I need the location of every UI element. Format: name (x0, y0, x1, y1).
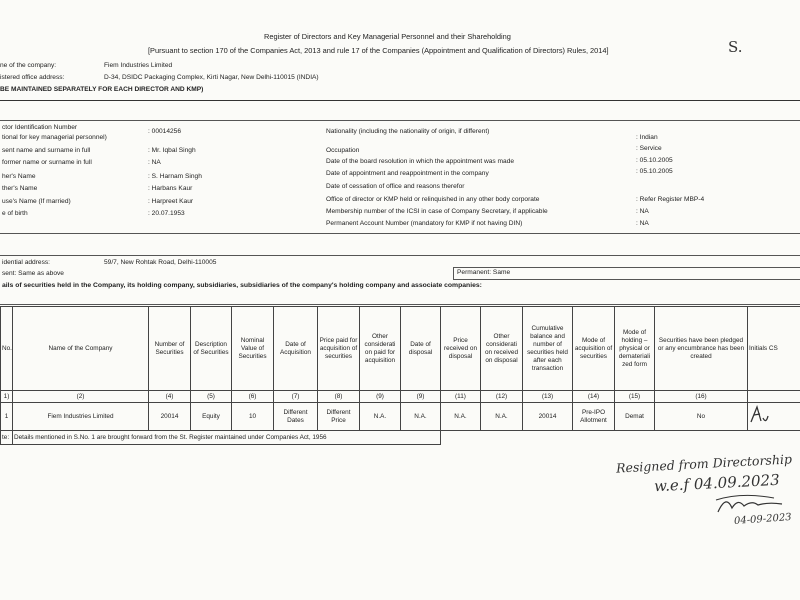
number-cell (748, 391, 800, 403)
row-cell: 10 (232, 403, 274, 431)
header-cell: Mode of holding – physical or demateriali zed form (615, 307, 655, 391)
note-row (1, 431, 800, 445)
maintain-notice: BE MAINTAINED SEPARATELY FOR EACH DIRECTOR AND KMP) (0, 86, 204, 93)
spouse-name-value: : Harpreet Kaur (148, 198, 194, 205)
mother-name-value: : Harbans Kaur (148, 185, 193, 192)
appointment-value: : 05.10.2005 (636, 168, 673, 175)
number-cell: (9) (401, 391, 441, 403)
row-cell: Pre-IPO Allotment (573, 403, 615, 431)
header-divider (0, 100, 800, 101)
row-cell: Different Price (318, 403, 360, 431)
row-cell: Demat (615, 403, 655, 431)
row-cell: N.A. (441, 403, 481, 431)
initials-signature (749, 404, 779, 426)
row-cell: 1 (1, 403, 13, 431)
former-name-value: : NA (148, 159, 161, 166)
header-cell: Number of Securities (149, 307, 191, 391)
other-office-value: : Refer Register MBP-4 (636, 196, 705, 203)
number-cell: (12) (481, 391, 523, 403)
permanent-address: Permanent: Same (457, 269, 511, 276)
note-empty (441, 431, 800, 445)
company-name: Fiem Industries Limited (104, 62, 173, 69)
number-cell: (13) (523, 391, 573, 403)
residential-label: idential address: (2, 259, 51, 266)
number-cell: (16) (655, 391, 748, 403)
icsi-value: : NA (636, 208, 649, 215)
din-value: : 00014256 (148, 128, 182, 135)
pan-label: Permanent Account Number (mandatory for KMP if not having DIN) (326, 220, 523, 227)
row-cell: N.A. (360, 403, 401, 431)
header-cell: Cumulative balance and number of securities held after each transaction (523, 307, 573, 391)
spouse-name-label: use's Name (If married) (2, 198, 71, 205)
occupation-value: : Service (636, 145, 662, 152)
page-mark: S. (728, 38, 743, 56)
number-cell: (15) (615, 391, 655, 403)
register-title: Register of Directors and Key Managerial Personnel and their Shareholding (264, 32, 511, 41)
header-cell: Nominal Value of Securities (232, 307, 274, 391)
securities-table (0, 306, 800, 445)
header-cell: Mode of acquisition of securities (573, 307, 615, 391)
header-cell: Date of Acquisition (274, 307, 318, 391)
row-cell: No (655, 403, 748, 431)
table-row (1, 403, 800, 431)
row-cell: 20014 (523, 403, 573, 431)
father-name-label: her's Name (2, 173, 36, 180)
office-label: istered office address: (0, 74, 65, 81)
cessation-label: Date of cessation of office and reasons therefor (326, 183, 465, 190)
header-cell: Date of disposal (401, 307, 441, 391)
handwritten-sign-date: 04-09-2023 (733, 512, 792, 527)
row-cell: N.A. (481, 403, 523, 431)
appointment-label: Date of appointment and reappointment in the company (326, 170, 489, 177)
present-name-label: sent name and surname in full (2, 147, 91, 154)
residential-value: 59/7, New Rohtak Road, Delhi-110005 (104, 259, 217, 266)
note-label: te: (1, 431, 13, 445)
initials-cell (748, 403, 800, 431)
present-address: sent: Same as above (2, 270, 64, 277)
number-cell: (14) (573, 391, 615, 403)
handwritten-date-line: w.e.f 04.09.2023 (653, 470, 781, 496)
row-cell: N.A. (401, 403, 441, 431)
office-address: D-34, DSIDC Packaging Complex, Kirti Nagar, New Delhi-110015 (INDIA) (104, 74, 319, 81)
nationality-value: : Indian (636, 134, 658, 141)
number-cell: 1) (1, 391, 13, 403)
number-cell: (6) (232, 391, 274, 403)
securities-heading: ails of securities held in the Company, its holding company, subsidiaries, subsidiaries of the company's holding company and associate companies: (2, 282, 482, 289)
row-cell: Equity (191, 403, 232, 431)
number-cell: (5) (191, 391, 232, 403)
nationality-label: Nationality (including the nationality of origin, if different) (326, 128, 490, 135)
dob-value: : 20.07.1953 (148, 210, 185, 217)
header-cell: Other considerati on paid for acquisition (360, 307, 401, 391)
number-cell: (9) (360, 391, 401, 403)
note-text: Details mentioned in S.No. 1 are brought forward from the St. Register maintained under Companies Act, 1956 (13, 431, 441, 445)
dob-label: e of birth (2, 210, 28, 217)
row-cell: 20014 (149, 403, 191, 431)
former-name-label: former name or surname in full (2, 159, 92, 166)
other-office-label: Office of director or KMP held or relinquished in any other body corporate (326, 196, 540, 203)
din-label: ctor Identification Number (2, 124, 78, 131)
mother-name-label: ther's Name (2, 185, 38, 192)
board-resolution-value: : 05.10.2005 (636, 157, 673, 164)
occupation-label: Occupation (326, 147, 360, 154)
header-cell: Price received on disposal (441, 307, 481, 391)
header-cell: Securities have been pledged or any encumbrance has been created (655, 307, 748, 391)
row-cell: Different Dates (274, 403, 318, 431)
header-cell: Initials CS (748, 307, 800, 391)
header-cell: No. (1, 307, 13, 391)
father-name-value: : S. Harnam Singh (148, 173, 202, 180)
header-cell: Description of Securities (191, 307, 232, 391)
company-name-label: ne of the company: (0, 62, 57, 69)
row-cell: Fiem Industries Limited (13, 403, 149, 431)
number-cell: (7) (274, 391, 318, 403)
table-header-row (1, 307, 800, 391)
number-cell: (2) (13, 391, 149, 403)
number-cell: (11) (441, 391, 481, 403)
number-cell: (4) (149, 391, 191, 403)
handwritten-resignation: Resigned from Directorship (615, 451, 793, 476)
header-cell: Other considerati on received on disposal (481, 307, 523, 391)
number-cell: (8) (318, 391, 360, 403)
icsi-label: Membership number of the ICSI in case of Company Secretary, if applicable (326, 208, 548, 215)
register-subtitle: [Pursuant to section 170 of the Companies Act, 2013 and rule 17 of the Companies (Appointment and Qualification of Directors) Rules, 2014] (148, 46, 609, 55)
header-cell: Name of the Company (13, 307, 149, 391)
present-name-value: : Mr. Iqbal Singh (148, 147, 196, 154)
header-cell: Price paid for acquisition of securities (318, 307, 360, 391)
details-box (0, 120, 800, 234)
board-resolution-label: Date of the board resolution in which the appointment was made (326, 158, 515, 165)
table-number-row (1, 391, 800, 403)
pan-value: : NA (636, 220, 649, 227)
kmp-label: tional for key managerial personnel) (2, 134, 107, 141)
